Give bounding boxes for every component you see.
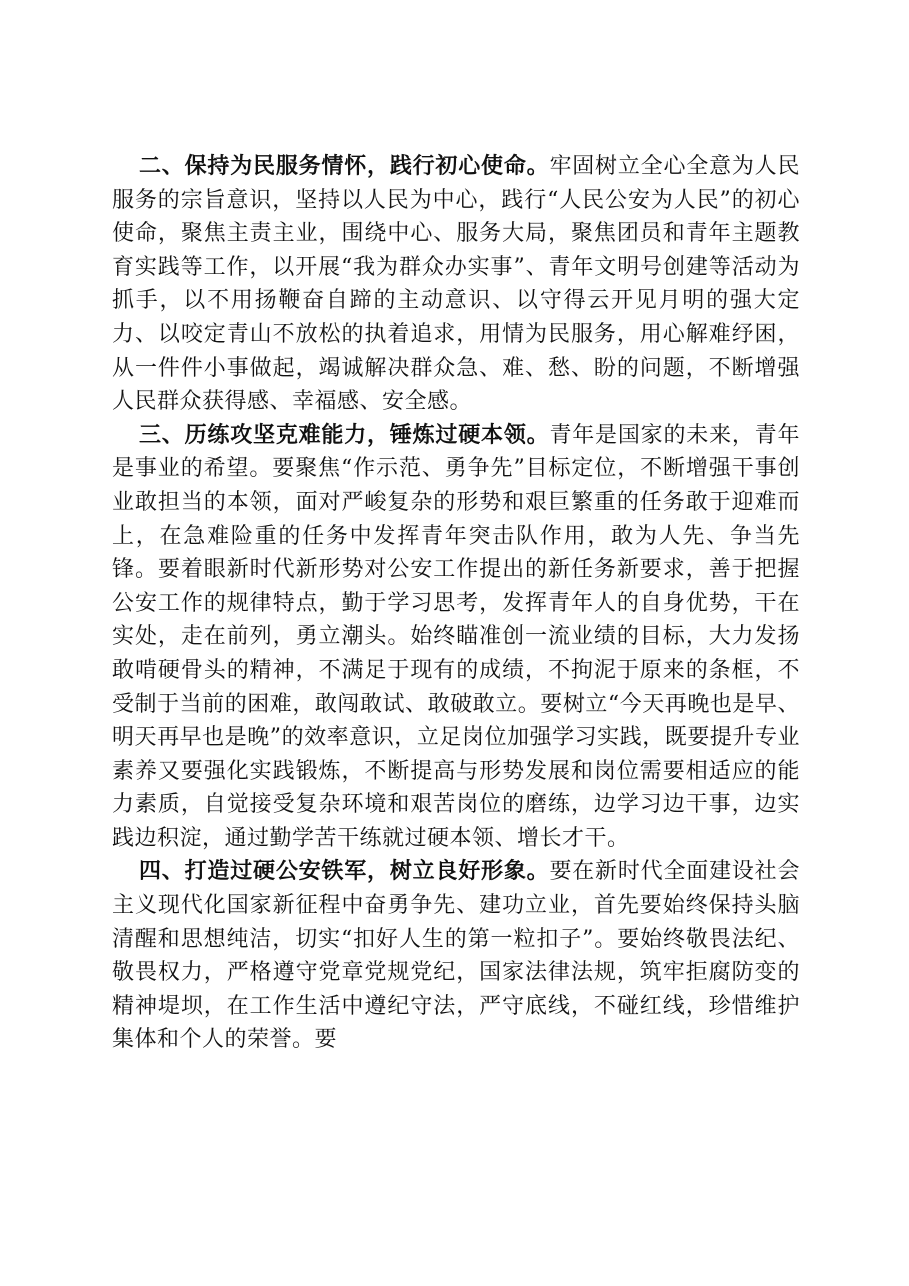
document-page [112, 150, 800, 1057]
paragraph-police-image [112, 855, 800, 1057]
paragraph-body: 要在新时代全面建设社会主义现代化国家新征程中奋勇争先、建功立业，首先要始终保持头脑清醒和思想纯洁，切实“扣好人生的第一粒扣子”。要始终敬畏法纪、敬畏权力，严格遵守党章党规党纪，国家法律法规，筑牢拒腐防变的精神堤坝，在工作生活中遵纪守法，严守底线，不碰红线，珍惜维护集体和个人的荣誉。要 [112, 859, 800, 1053]
paragraph-body: 青年是国家的未来，青年是事业的希望。要聚焦“作示范、勇争先”目标定位，不断增强干事创业敢担当的本领，面对严峻复杂的形势和艰巨繁重的任务敢于迎难而上，在急难险重的任务中发挥青年突击队作用，敢为人先、争当先锋。要着眼新时代新形势对公安工作提出的新任务新要求，善于把握公安工作的规律特点，勤于学习思考，发挥青年人的自身优势，干在实处，走在前列，勇立潮头。始终瞄准创一流业绩的目标，大力发扬敢啃硬骨头的精神，不满足于现有的成绩，不拘泥于原来的条框，不受制于当前的困难，敢闯敢试、敢破敢立。要树立“今天再晚也是早、明天再早也是晚”的效率意识，立足岗位加强学习实践，既要提升专业素养又要强化实践锻炼，不断提高与形势发展和岗位需要相适应的能力素质，自觉接受复杂环境和艰苦岗位的磨练，边学习边干事，边实践边积淀，通过勤学苦干练就过硬本领、增长才干。 [112, 422, 800, 851]
paragraph-heading: 二、保持为民服务情怀，践行初心使命。 [139, 154, 550, 179]
paragraph-serve-people [112, 150, 800, 419]
paragraph-heading: 四、打造过硬公安铁军，树立良好形象。 [139, 859, 550, 885]
paragraph-body: 牢固树立全心全意为人民服务的宗旨意识，坚持以人民为中心，践行“人民公安为人民”的初心使命，聚焦主责主业，围绕中心、服务大局，聚焦团员和青年主题教育实践等工作，以开展“我为群众办实事”、青年文明号创建等活动为抓手，以不用扬鞭奋自蹄的主动意识、以守得云开见月明的强大定力、以咬定青山不放松的执着追求，用情为民服务，用心解难纾困，从一件件小事做起，竭诚解决群众急、难、愁、盼的问题，不断增强人民群众获得感、幸福感、安全感。 [112, 154, 800, 415]
paragraph-heading: 三、历练攻坚克难能力，锤炼过硬本领。 [139, 422, 550, 448]
paragraph-build-ability [112, 419, 800, 856]
